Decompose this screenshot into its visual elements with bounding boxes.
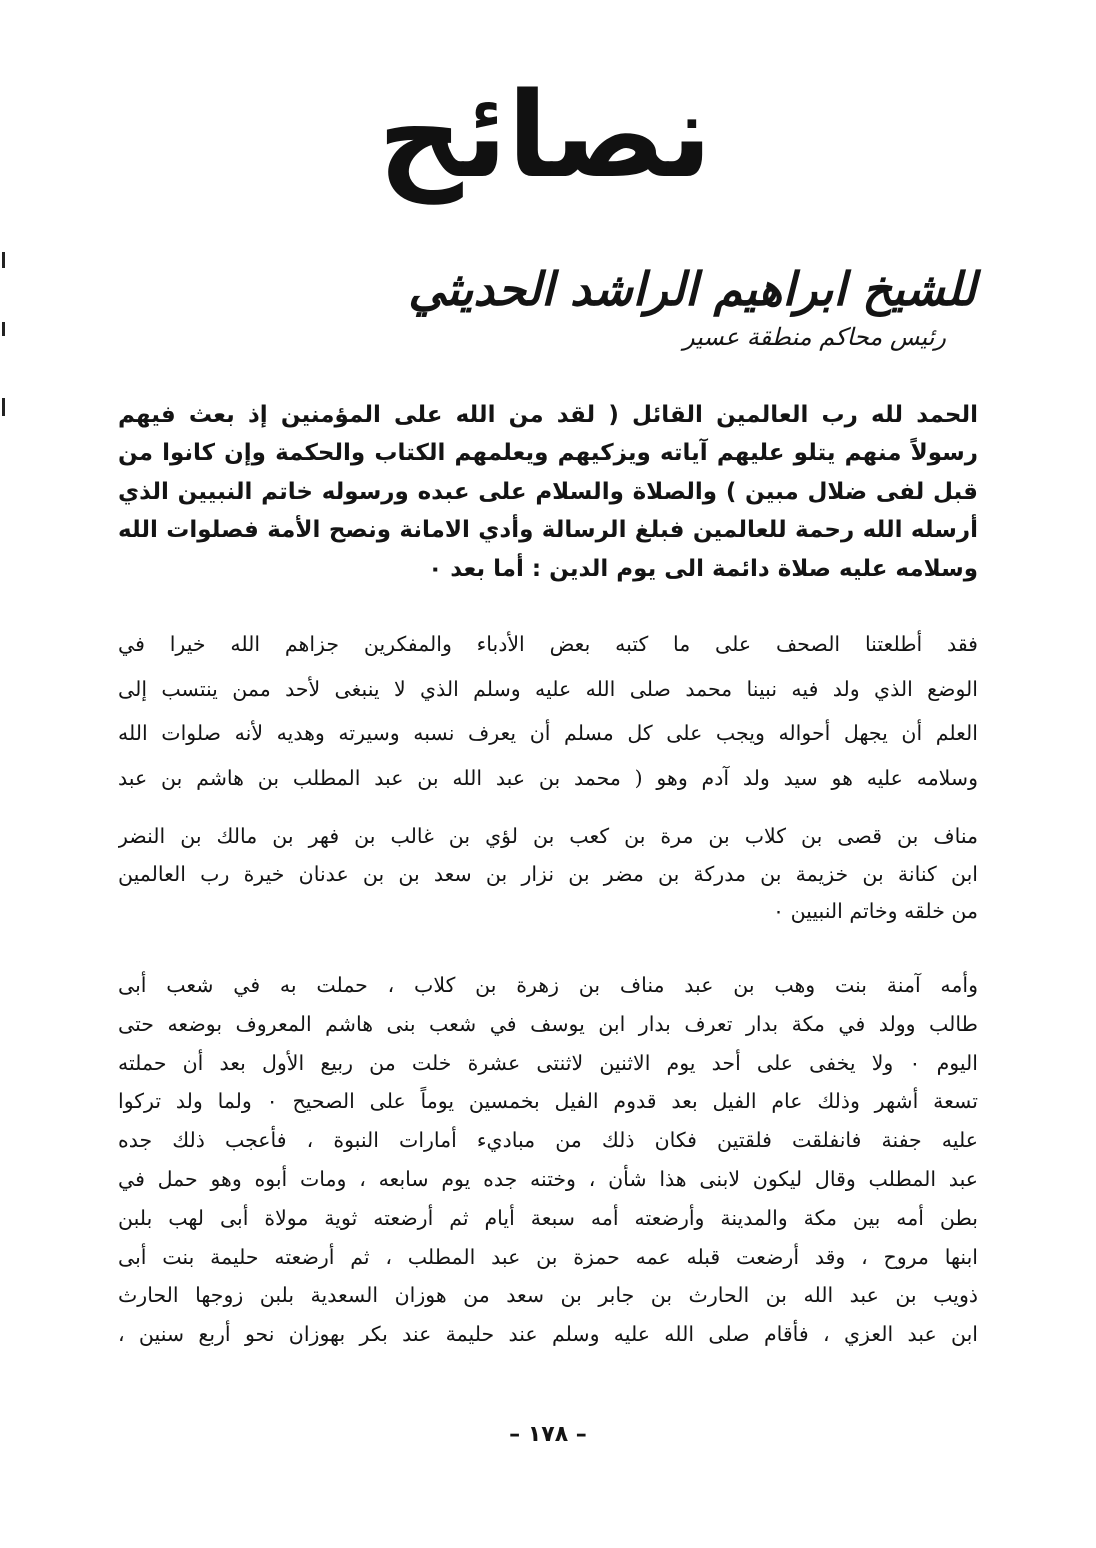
page-title: نصائح [377,66,713,204]
text-line: اليوم ٠ ولا يخفى على أحد يوم الاثنين لاثنتى عشرة خلت من ربيع الأول بعد أن حملته [118,1050,978,1075]
text-line: عليه جفنة فانفلقت فلقتين فكان ذلك من مباديء أمارات النبوة ، فأعجب ذلك جده [118,1128,978,1153]
text-line: ابنها مروح ، وقد أرضعت قبله عمه حمزة بن عبد المطلب ، ثم أرضعته حليمة بنت أبى [118,1244,978,1269]
author-name: للشيخ ابراهيم الراشد الحديثي [408,262,976,316]
paragraph-2 [118,818,978,931]
text-line: وأمه آمنة بنت وهب بن عبد مناف بن زهرة بن كلاب ، حملت به في شعب أبى [118,973,978,997]
text-line: مناف بن قصى بن كلاب بن مرة بن كعب بن لؤي بن غالب بن فهر بن مالك بن النضر [118,824,978,848]
text-line: من خلقه وخاتم النبيين ٠ [773,899,978,923]
text-line: وسلامه عليه هو سيد ولد آدم وهو ( محمد بن عبد الله بن عبد المطلب بن هاشم بن عبد [118,765,978,790]
text-line: الوضع الذي ولد فيه نبينا محمد صلى الله عليه وسلم الذي لا ينبغى لأحد ممن ينتسب إلى [118,676,978,701]
text-line: طالب وولد في مكة بدار تعرف بدار ابن يوسف في شعب بنى هاشم المعروف بوضعه حتى [118,1011,978,1036]
text-line: ذويب بن عبد الله بن الحارث بن جابر بن سعد من هوزان السعدية بلبن زوجها الحارث [118,1283,978,1308]
text-line: ابن عبد العزي ، فأقام صلى الله عليه وسلم عند حليمة عند بكر بهوزان نحو أربع سنين ، [118,1322,978,1347]
paragraph-1 [118,622,978,800]
text-line: بطن أمه بين مكة والمدينة وأرضعته أمه سبعة أيام ثم أرضعته ثوية مولاة أبى لهب بلبن [118,1205,978,1230]
text-line: رسولاً منهم يتلو عليهم آياته ويزكيهم ويعلمهم الكتاب والحكمة وإن كانوا من [118,440,978,467]
author-block [376,258,976,352]
text-line: عبد المطلب وقال ليكون لابنى هذا شأن ، وختنه جده يوم سابعه ، ومات أبوه وهو حمل في [118,1166,978,1191]
scan-edge-mark [2,322,5,336]
title-block [330,60,760,210]
paragraph-3 [118,966,978,1354]
text-line: ابن كنانة بن خزيمة بن مدركة بن مضر بن نزار بن سعد بن بن عدنان خيرة رب العالمين [118,861,978,886]
page-number: – ١٧٨ – [509,1422,587,1447]
text-line: تسعة أشهر وذلك عام الفيل بعد قدوم الفيل بخمسين يوماً على الصحيح ٠ ولما ولد تركوا [118,1089,978,1114]
text-line: أرسله الله رحمة للعالمين فبلغ الرسالة وأدي الامانة ونصح الأمة فصلوات الله [118,517,978,544]
text-line: قبل لفى ضلال مبين ) والصلاة والسلام على عبده ورسوله خاتم النبيين الذي [118,478,978,505]
text-line: وسلامه عليه صلاة دائمة الى يوم الدين : أما بعد ٠ [428,555,978,582]
text-line: العلم أن يجهل أحواله ويجب على كل مسلم أن يعرف نسبه وسيرته وهديه لأنه صلوات الله [118,721,978,745]
author-position: رئيس محاكم منطقة عسير [682,323,946,351]
text-line: الحمد لله رب العالمين القائل ( لقد من الله على المؤمنين إذ بعث فيهم [118,402,978,428]
scan-edge-mark [2,252,5,268]
text-line: فقد أطلعتنا الصحف على ما كتبه بعض الأدباء والمفكرين جزاهم الله خيرا في [118,632,978,656]
intro-paragraph [118,396,978,588]
scan-edge-mark [2,398,5,416]
